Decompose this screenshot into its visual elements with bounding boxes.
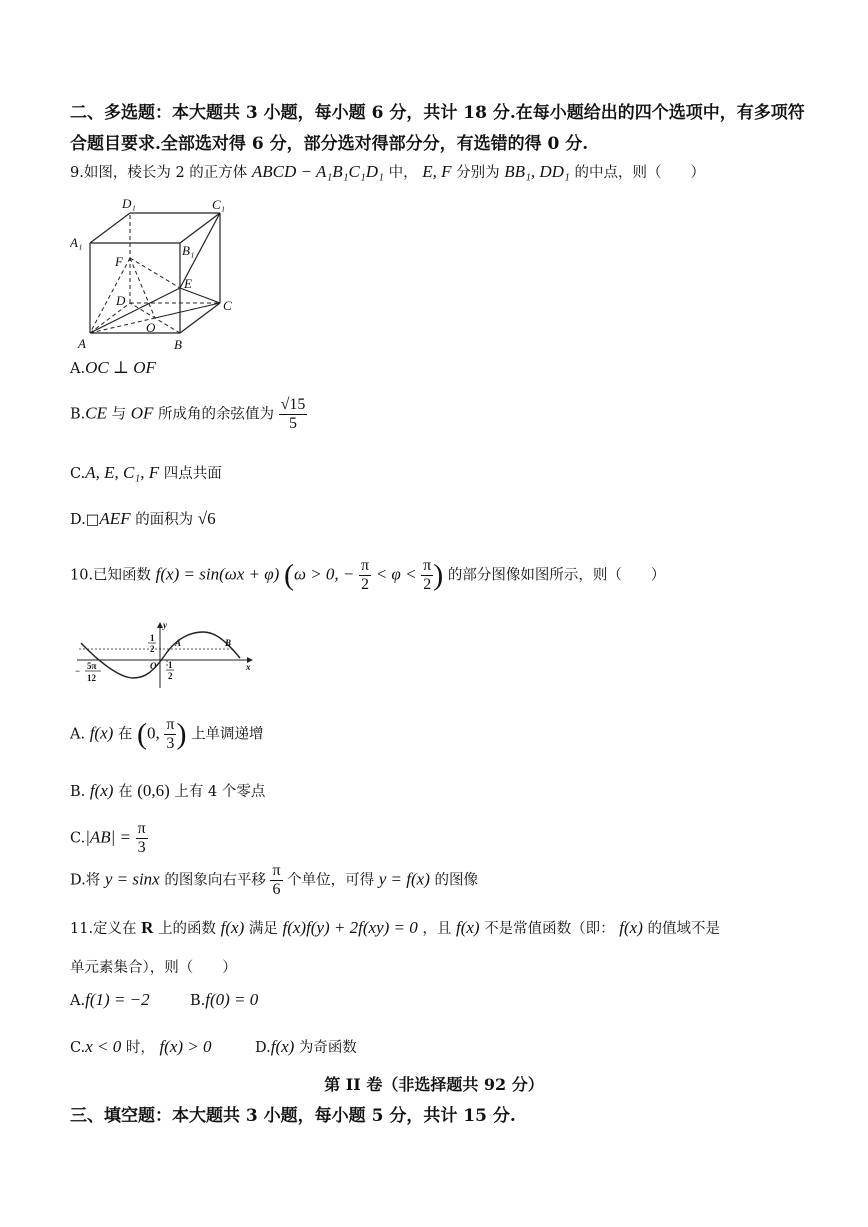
section-2-line-2: 合题目要求.全部选对得 6 分，部分选对得部分分，有选错的得 0 分. <box>70 134 589 154</box>
label-a1: A₁ <box>70 235 83 250</box>
q11-option-c: C.x < 0 时， f(x) > 0 <box>70 1037 212 1056</box>
graph-y-label: y <box>163 622 167 630</box>
q10-option-a: A. f(x) 在 (0, $\frac{\pi}{3}$ ) 上单调递增 <box>70 716 264 752</box>
q9-stem: 9.如图，棱长为 2 的正方体 ABCD − A₁B₁C₁D₁ 中， E, F 分别为 BB₁, DD₁ 的中点，则（ ） <box>70 162 705 181</box>
label-c: C <box>223 298 232 313</box>
label-a: A <box>78 336 86 351</box>
label-e: E <box>184 276 192 291</box>
q10-stem: 10.已知函数 f(x) = sin(ωx + φ) (ω > 0, − $\frac{\pi}{2}$ < φ < $\frac{\pi}{2}$ ) 的部分图像如图所示，则（ ） <box>70 557 666 593</box>
segment-fe-hidden <box>130 258 180 288</box>
q11-option-a: A.f(1) = −2 <box>70 990 150 1009</box>
sine-graph <box>75 622 255 692</box>
q10-option-c: C.|AB| = $\frac{\pi}{3}$ <box>70 820 146 856</box>
label-c1: C₁ <box>212 197 226 212</box>
graph-x-label: x <box>246 662 251 672</box>
label-b1: B₁ <box>182 243 195 258</box>
q9-option-a: A.OC ⊥ OF <box>70 358 156 377</box>
label-d: D <box>116 293 126 308</box>
graph-x-half-den: 2 <box>168 671 173 681</box>
part-2-title: 第 II 卷（非选择题共 92 分） <box>324 1075 544 1094</box>
q10-option-d: D.将 y = sinx 的图象向右平移 $\frac{\pi}{6}$ 个单位，可得 y = f(x) 的图像 <box>70 862 478 898</box>
q11-stem-line-1: 11.定义在 R 上的函数 f(x) 满足 f(x)f(y) + 2f(xy) = 0 ，且 f(x) 不是常值函数（即： f(x) 的值域不是 <box>70 918 720 937</box>
graph-left-minus: − <box>75 666 81 676</box>
segment-fo-hidden <box>130 258 155 318</box>
section-3-title: 三、填空题：本大题共 3 小题，每小题 5 分，共计 15 分. <box>70 1106 516 1126</box>
graph-left-den: 12 <box>87 673 96 683</box>
q10-option-b: B. f(x) 在 (0,6) 上有 4 个零点 <box>70 781 266 800</box>
label-f: F <box>115 254 123 269</box>
segment-ae <box>90 288 180 333</box>
label-b: B <box>174 337 182 352</box>
fraction-sqrt15-over-5: $\frac{√15}{5}$ <box>280 396 306 432</box>
graph-y-half-den: 2 <box>150 644 155 654</box>
q9-option-d: D.□AEF 的面积为 √6 <box>70 509 216 528</box>
q11-option-b: B.f(0) = 0 <box>190 990 259 1009</box>
q11-option-d: D.f(x) 为奇函数 <box>255 1037 357 1056</box>
label-d1: D₁ <box>122 196 136 211</box>
edge-a1d1 <box>90 213 130 243</box>
graph-point-a: A <box>175 638 182 648</box>
q9-option-b: B.CE 与 OF 所成角的余弦值为 $\frac{√15}{5}$ <box>70 396 306 432</box>
cube-figure <box>70 195 245 355</box>
graph-point-b: B <box>225 638 232 648</box>
label-o: O <box>146 320 156 335</box>
graph-left-num: 5π <box>87 661 97 671</box>
graph-origin-label: O <box>150 661 157 671</box>
edge-b1c1 <box>180 213 220 243</box>
q9-option-c: C.A, E, C₁, F 四点共面 <box>70 463 222 482</box>
q11-stem-line-2: 单元素集合），则（ ） <box>70 960 237 976</box>
graph-y-half-num: 1 <box>150 633 155 643</box>
section-2-line-1: 二、多选题：本大题共 3 小题，每小题 6 分，共计 18 分.在每小题给出的四个选项中，有多项符 <box>70 103 805 123</box>
graph-x-half-num: 1 <box>168 660 173 670</box>
